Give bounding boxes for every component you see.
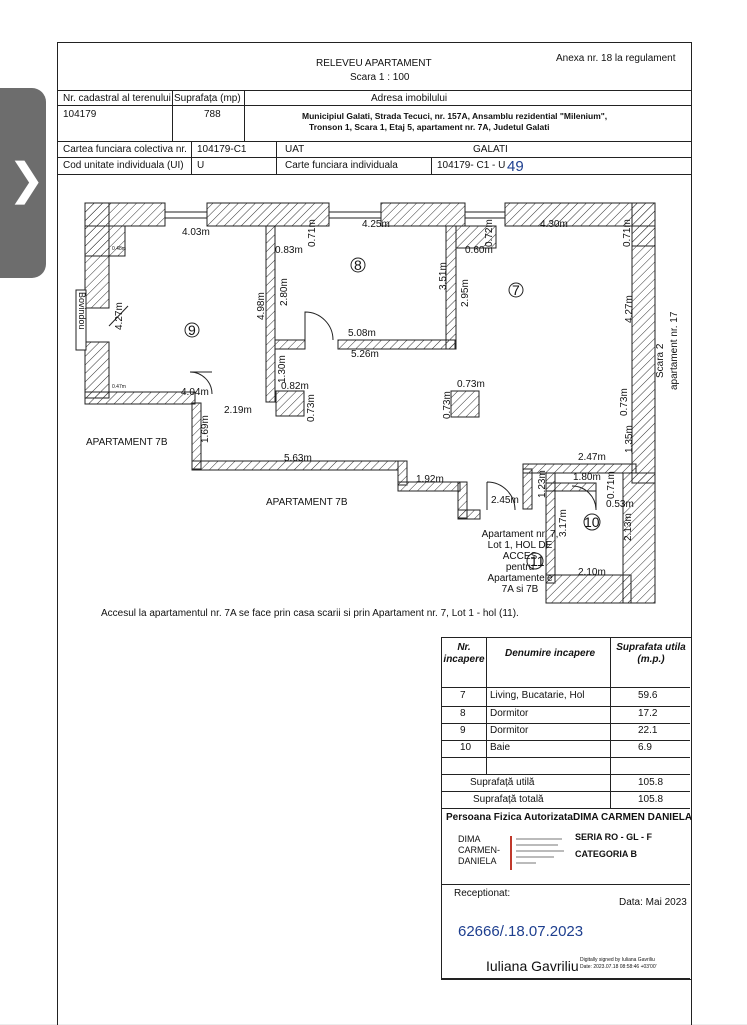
side-panel-tab[interactable] <box>0 88 46 278</box>
room-10: 10 <box>584 514 600 530</box>
total-label: Suprafață totală <box>473 794 544 805</box>
stair-label: Scara 2 <box>655 343 666 378</box>
dim: 4.30m <box>540 219 568 230</box>
signer-line: DIMA <box>458 834 481 844</box>
dim: 0.82m <box>281 381 309 392</box>
grid-line <box>610 637 611 808</box>
pillar <box>451 391 479 417</box>
dim: 5.26m <box>351 349 379 360</box>
dim-vertical: 0.71m <box>606 471 617 499</box>
grid-line <box>486 637 487 774</box>
authorized-label: Persoana Fizica Autorizata: <box>446 812 577 823</box>
total-value: 105.8 <box>638 794 664 805</box>
uat-value: GALATI <box>473 144 508 155</box>
wall <box>85 392 195 404</box>
signer-line: DANIELA <box>458 856 497 866</box>
dim-vertical: 0.73m <box>306 394 317 422</box>
hall-line: Apartamentele <box>487 573 553 584</box>
legend-row-name: Baie <box>490 742 511 753</box>
dim-vertical: 4.27m <box>114 302 125 330</box>
received-label: Receptionat: <box>454 888 511 899</box>
dim-vertical: 0.72m <box>484 219 495 247</box>
dim: 0.83m <box>275 245 303 256</box>
dim: 1.80m <box>573 472 601 483</box>
dim-vertical: 0.73m <box>442 391 453 419</box>
wall <box>381 203 465 226</box>
dim-vertical: 0.71m <box>307 219 318 247</box>
hall-line: ACCES <box>502 551 538 562</box>
dim: 2.19m <box>224 405 252 416</box>
legend-row-name: Dormitor <box>490 708 529 719</box>
cf-individual-handwritten: 49 <box>507 158 524 175</box>
apartment-7b-left: APARTAMENT 7B <box>86 437 168 448</box>
unit-code-value: U <box>197 160 205 171</box>
hall-label <box>470 529 570 595</box>
col-name-header: Denumire incapere <box>505 648 596 659</box>
grid-line <box>441 757 690 758</box>
hall-line: Apartament nr. 7, <box>481 529 559 540</box>
dim-vertical: 1.23m <box>537 470 548 498</box>
legend-row-area: 6.9 <box>638 742 652 753</box>
cf-collective-value: 104179-C1 <box>197 144 247 155</box>
wall <box>266 226 275 402</box>
dim: 5.08m <box>348 328 376 339</box>
dim-vertical: 1.35m <box>624 425 635 453</box>
legend-row-nr: 10 <box>460 742 472 753</box>
dim: 0.60m <box>465 245 493 256</box>
dim-vertical: 3.17m <box>558 509 569 537</box>
grid-line <box>441 791 690 792</box>
grid-line <box>441 808 690 809</box>
col-area-header: Suprafata utila (m.p.) <box>616 642 686 665</box>
legend-row-nr: 8 <box>460 708 466 719</box>
usable-value: 105.8 <box>638 777 664 788</box>
series: SERIA RO - GL - F <box>575 832 653 842</box>
grid-line <box>441 740 690 741</box>
cf-individual-label: Carte funciara individuala <box>285 160 398 171</box>
cf-individual-value: 104179- C1 - U <box>437 160 506 171</box>
legend-row-name: Dormitor <box>490 725 529 736</box>
dim: 0.73m <box>457 379 485 390</box>
room-9: 9 <box>188 322 196 338</box>
receiver-signature: Iuliana Gavriliu <box>486 958 579 974</box>
grid-line <box>441 687 690 688</box>
digital-signed-line: Digitally signed by Iuliana Gavriliu <box>580 957 655 963</box>
unit-code-label: Cod unitate individuala (UI) <box>63 160 184 171</box>
wall <box>546 483 596 491</box>
chevron-right-icon[interactable]: ❯ <box>8 154 45 205</box>
registration-number: 62666/.18.07.2023 <box>458 923 584 940</box>
dim: 5.63m <box>284 453 312 464</box>
wall <box>85 342 109 398</box>
stair-apartment-label: apartament nr. 17 <box>669 311 680 390</box>
address-line2: Tronson 1, Scara 1, Etaj 5, apartament nr. 7A, Judetul Galati <box>309 122 550 132</box>
room-7: 7 <box>512 282 520 298</box>
wall <box>275 340 305 349</box>
legend-row-area: 59.6 <box>638 690 658 701</box>
col-nr-header: Nr. incapere <box>443 642 485 665</box>
grid-line <box>441 978 690 979</box>
wall <box>632 226 655 246</box>
wall <box>458 510 480 519</box>
legend-row-area: 17.2 <box>638 708 658 719</box>
cad-label: Nr. cadastral al terenului <box>63 93 171 104</box>
area-value: 788 <box>204 109 221 120</box>
digital-date-line: Date: 2023.07.18 08:58:46 +03'00' <box>580 964 657 970</box>
door-arc <box>305 312 333 340</box>
bovindou-label: Bovindou <box>77 292 87 330</box>
dim-vertical: 2.80m <box>279 278 290 306</box>
dim-vertical: 1.69m <box>200 415 211 443</box>
dim: 4.04m <box>181 387 209 398</box>
wall <box>523 469 532 509</box>
hall-line: pentru <box>505 562 535 573</box>
area-label: Suprafața (mp) <box>174 93 241 104</box>
wall <box>398 461 407 485</box>
signer-name <box>458 834 500 867</box>
dim: 4.03m <box>182 227 210 238</box>
signer-line: CARMEN- <box>458 845 500 855</box>
dim-vertical: 1.30m <box>277 355 288 383</box>
dim: 2.45m <box>491 495 519 506</box>
scale: Scara 1 : 100 <box>350 72 410 83</box>
legend-row-nr: 7 <box>460 690 466 701</box>
dim: 1.92m <box>416 474 444 485</box>
room-8: 8 <box>354 257 362 273</box>
dim: 0.53m <box>606 499 634 510</box>
dim-vertical: 3.51m <box>438 262 449 290</box>
uat-label: UAT <box>285 144 305 155</box>
dim-vertical: 2.95m <box>460 279 471 307</box>
grid-line <box>441 723 690 724</box>
hall-line: 7A si 7B <box>501 584 539 595</box>
received-date: Data: Mai 2023 <box>619 897 687 908</box>
dim: 4.25m <box>362 219 390 230</box>
cf-collective-label: Cartea funciara colectiva nr. <box>63 144 187 155</box>
dim: 2.10m <box>578 567 606 578</box>
grid-line <box>441 774 690 775</box>
room-11: 11 <box>530 553 545 569</box>
cad-value: 104179 <box>63 109 97 120</box>
legend-row-area: 22.1 <box>638 725 658 736</box>
dim-vertical: 2.13m <box>623 513 634 541</box>
dim-vertical: 0.71m <box>622 219 633 247</box>
address-label: Adresa imobilului <box>371 93 448 104</box>
digital-signature-stamp <box>510 836 570 870</box>
dim: 0.47m <box>112 384 126 390</box>
apartment-7b-bottom: APARTAMENT 7B <box>266 497 348 508</box>
access-note: Accesul la apartamentul nr. 7A se face prin casa scarii si prin Apartament nr. 7, Lot 1 - hol (11). <box>101 608 519 619</box>
dim: 0.48m <box>112 246 126 252</box>
wall <box>338 340 455 349</box>
annex: Anexa nr. 18 la regulament <box>556 53 676 64</box>
dim: 2.47m <box>578 452 606 463</box>
grid-line <box>441 884 690 885</box>
legend-row-nr: 9 <box>460 725 466 736</box>
pillar <box>276 391 304 416</box>
address-line1: Municipiul Galati, Strada Tecuci, nr. 157A, Ansamblu rezidential "Milenium", <box>302 111 608 121</box>
grid-line <box>441 706 690 707</box>
dim-vertical: 4.98m <box>256 292 267 320</box>
authorized-name: DIMA CARMEN DANIELA <box>573 812 693 823</box>
title: RELEVEU APARTAMENT <box>316 58 432 69</box>
legend-row-name: Living, Bucatarie, Hol <box>490 690 585 701</box>
usable-label: Suprafață utilă <box>470 777 535 788</box>
hall-line: Lot 1, HOL DE <box>487 540 553 551</box>
category: CATEGORIA B <box>575 849 637 859</box>
dim-vertical: 0.73m <box>619 388 630 416</box>
dim-vertical: 4.27m <box>624 295 635 323</box>
